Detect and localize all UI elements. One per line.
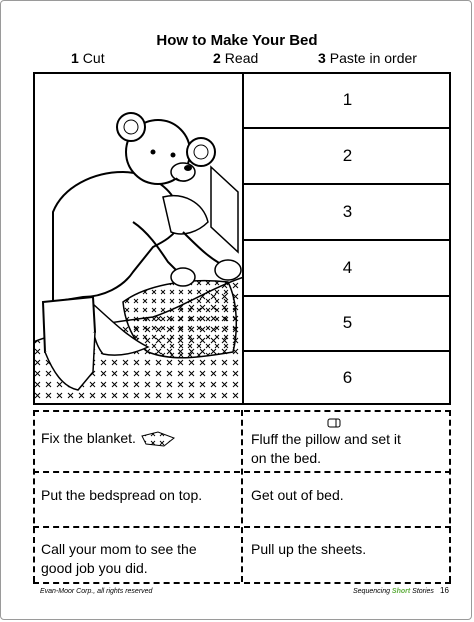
step-read: 2 Read (213, 50, 259, 66)
slot-divider (244, 295, 451, 297)
bear-illustration (33, 72, 244, 405)
series-name: Sequencing Short Stories (353, 588, 434, 595)
step-cut: 1 Cut (71, 50, 105, 66)
paste-slot[interactable]: 5 (342, 313, 353, 332)
page-title: How to Make Your Bed (156, 32, 318, 49)
page-number: 16 (440, 586, 449, 595)
paste-slot[interactable]: 2 (342, 146, 353, 165)
paste-slot[interactable]: 4 (342, 258, 353, 277)
slot-divider (244, 350, 451, 352)
copyright-text: Evan-Moor Corp., all rights reserved (40, 588, 153, 595)
paste-slot[interactable]: 3 (342, 202, 353, 221)
slot-divider (244, 239, 451, 241)
step-paste: 3 Paste in order (318, 50, 417, 66)
strip-fluff-pillow[interactable]: Fluff the pillow and set it on the bed. (245, 430, 449, 468)
slot-divider (244, 183, 451, 185)
pillow-icon (327, 418, 341, 428)
strip-fix-blanket[interactable]: Fix the blanket. (35, 429, 241, 448)
blanket-icon (140, 430, 176, 448)
strip-pull-up-sheets[interactable]: Pull up the sheets. (251, 541, 367, 557)
cut-out-strips (33, 410, 451, 582)
bear-making-bed-image (33, 72, 244, 405)
paste-slot[interactable]: 1 (342, 90, 353, 109)
strip-put-bedspread[interactable]: Put the bedspread on top. (41, 487, 203, 503)
slot-divider (244, 127, 451, 129)
strip-get-out-of-bed[interactable]: Get out of bed. (251, 487, 344, 503)
paste-slot[interactable]: 6 (342, 367, 353, 387)
strip-call-mom[interactable]: Call your mom to see the good job you did. (41, 541, 197, 576)
